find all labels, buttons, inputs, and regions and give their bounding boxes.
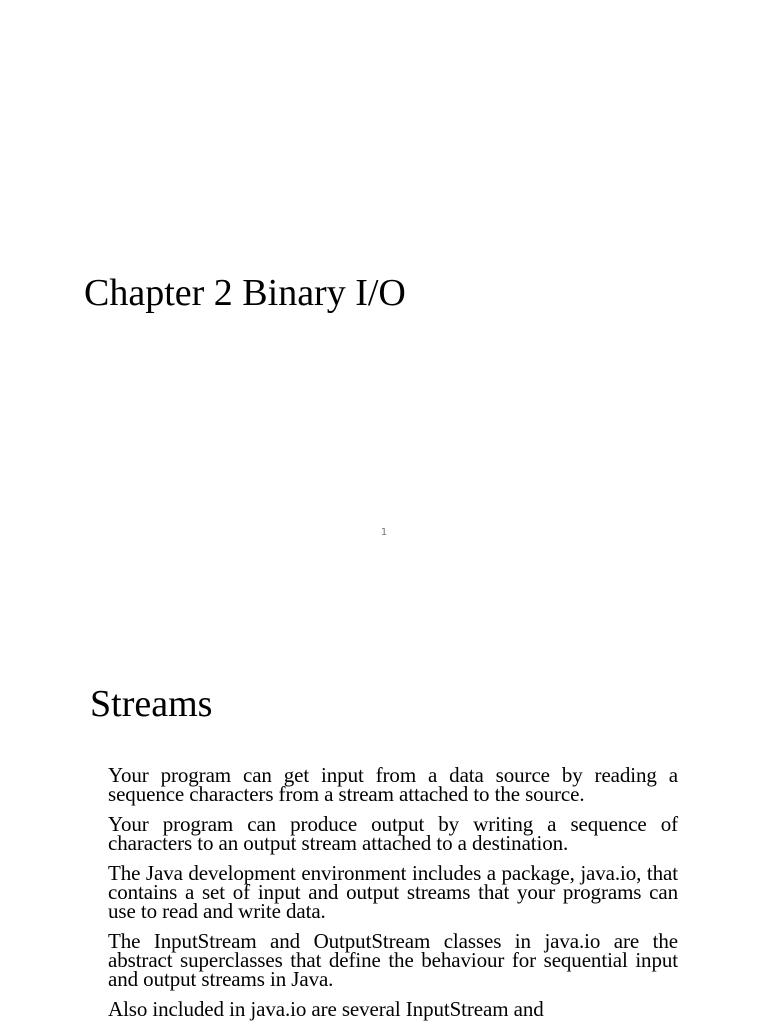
slide-2 (0, 648, 768, 1024)
body-paragraph: The InputStream and OutputStream classes in java.io are the abstract superclasses that define the behaviour for sequential input and output streams in Java. (108, 929, 678, 991)
body-paragraph: The Java development environment includes a package, java.io, that contains a set of input and output streams that your programs can use to read and write data. (108, 861, 678, 923)
body-paragraph: Your program can produce output by writing a sequence of characters to an output stream attached to a destination. (108, 812, 678, 855)
slide-title: Chapter 2 Binary I/O (84, 272, 406, 314)
page-number: 1 (380, 527, 388, 538)
body-paragraph: Your program can get input from a data source by reading a sequence characters from a stream attached to the source. (108, 763, 678, 806)
slide-body (108, 763, 678, 1024)
slide-title: Streams (90, 683, 213, 725)
body-paragraph: Also included in java.io are several InputStream and (108, 997, 544, 1021)
